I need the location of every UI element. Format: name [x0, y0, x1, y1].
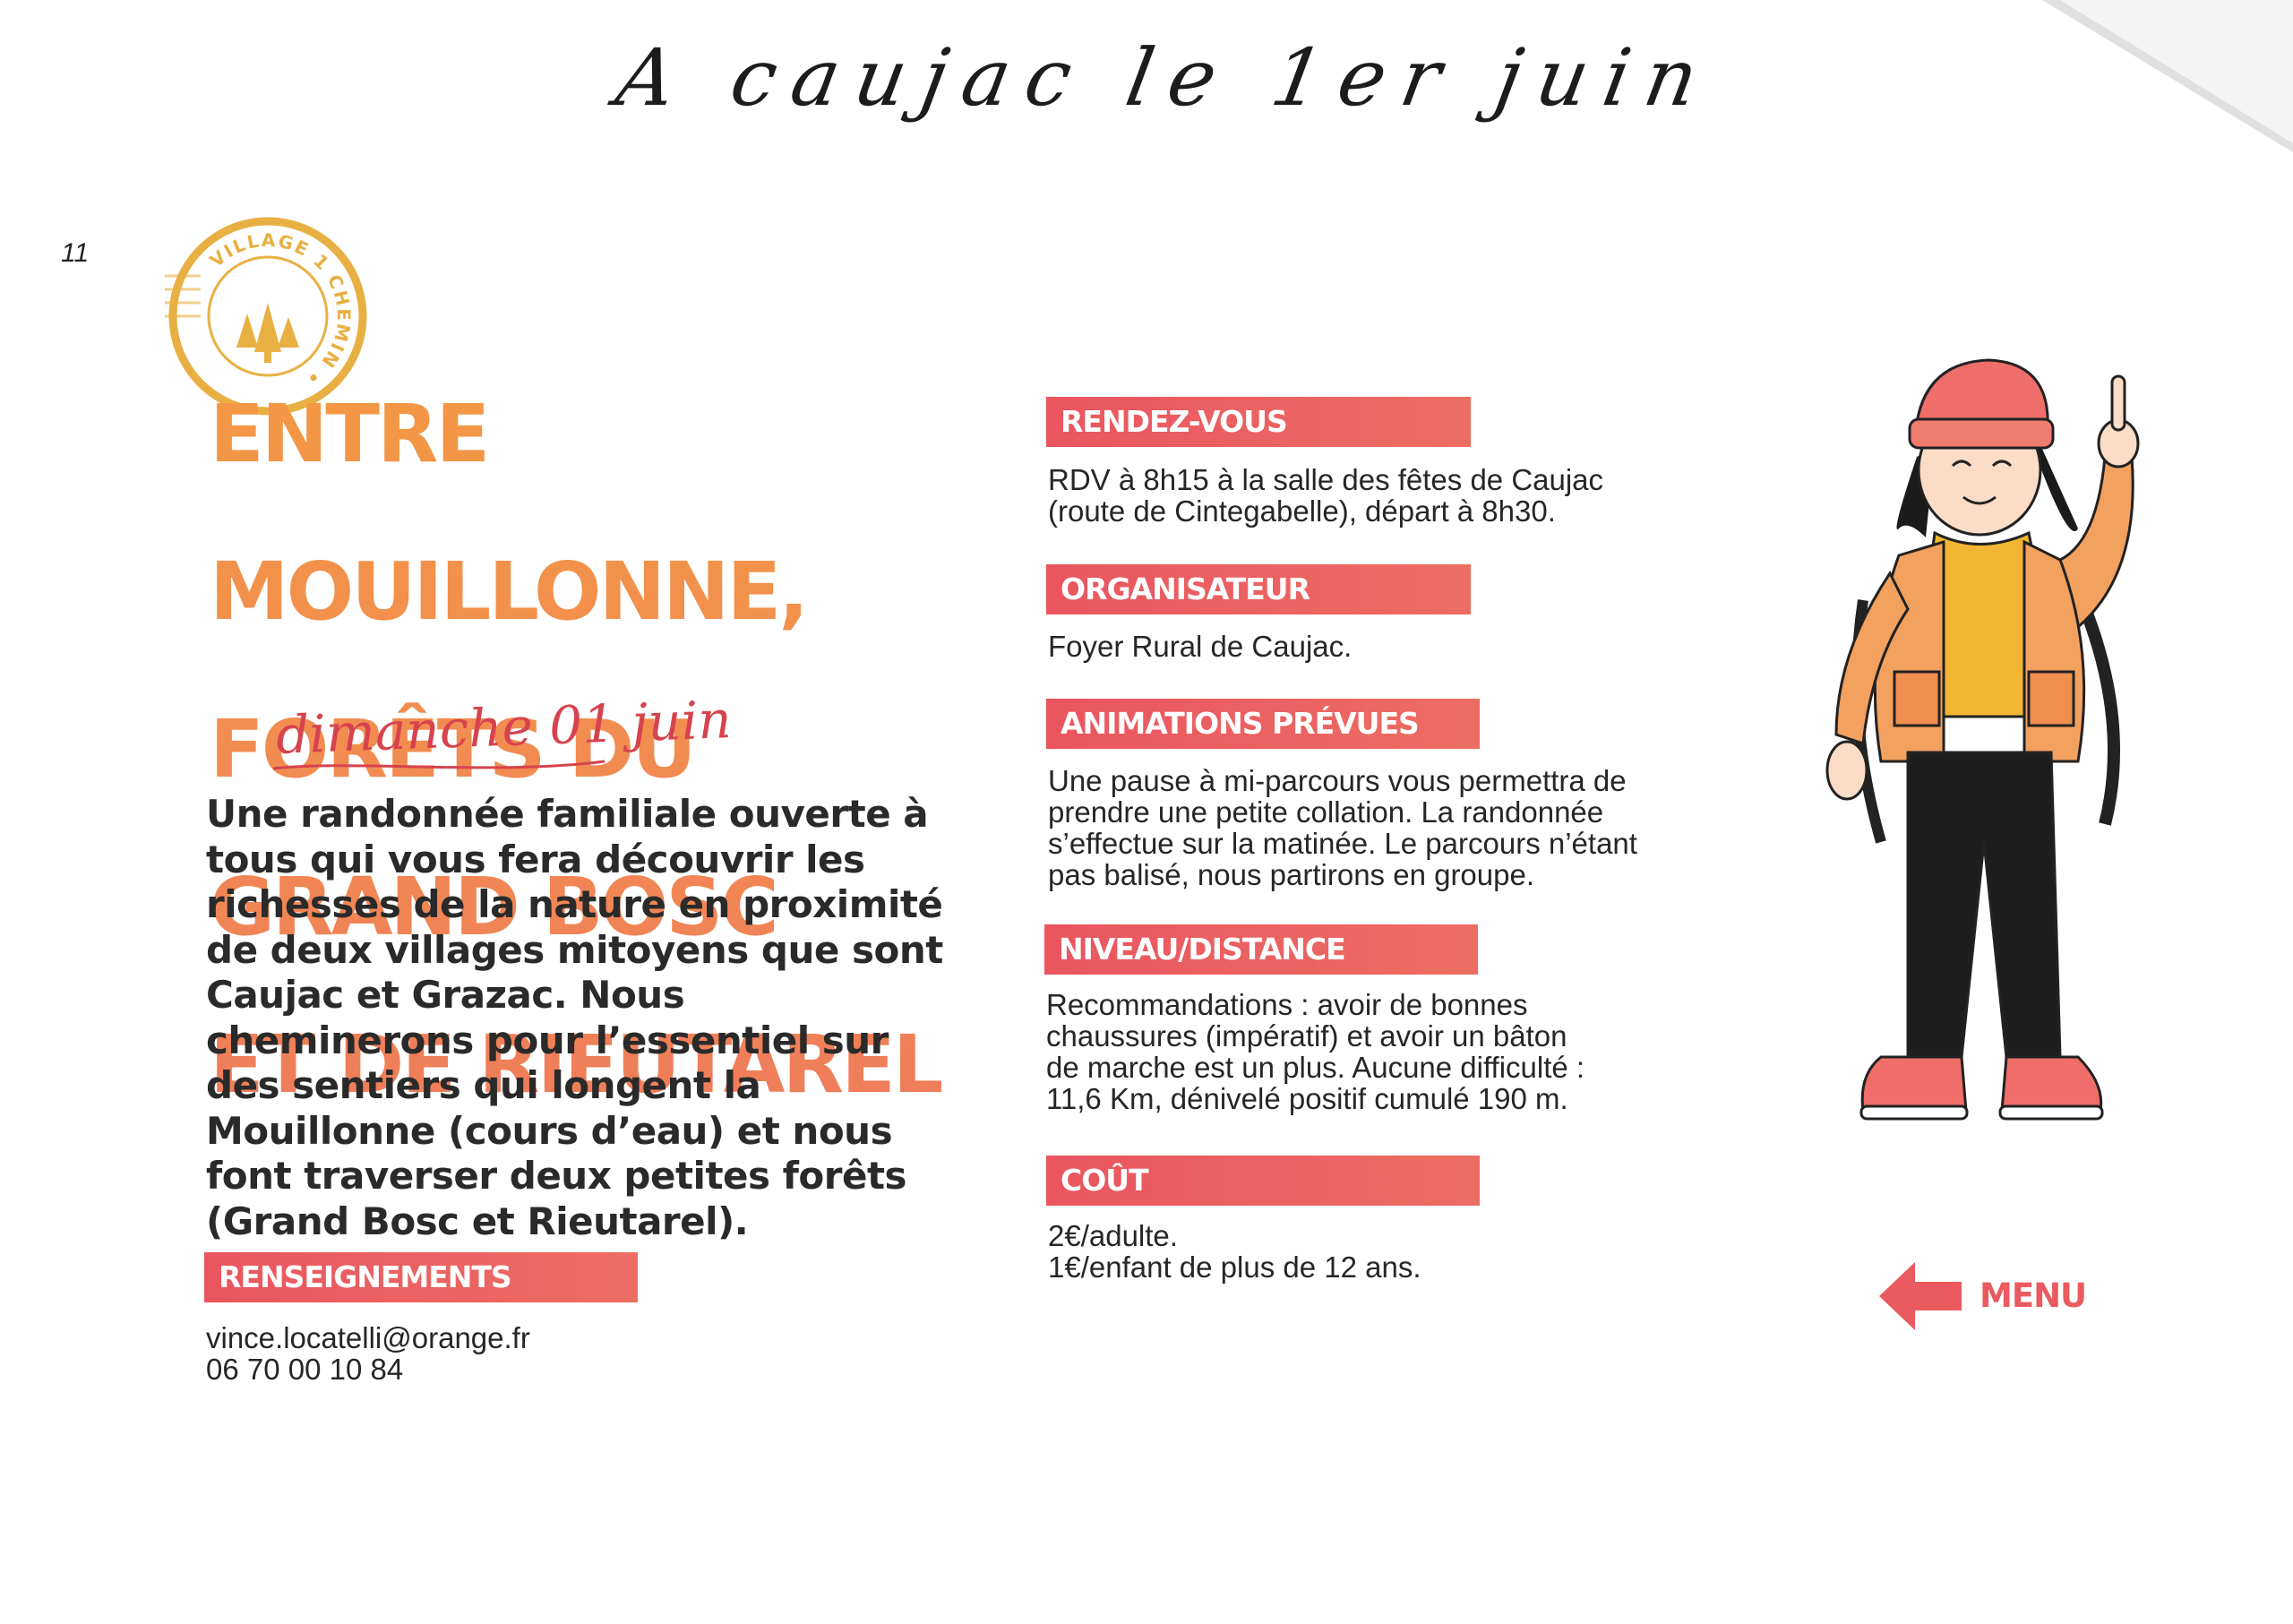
contact-email: vince.locatelli@orange.fr: [206, 1321, 530, 1354]
event-date: dimanche 01 juin: [274, 689, 733, 766]
cout-text: 2€/adulte. 1€/enfant de plus de 12 ans.: [1048, 1219, 1421, 1284]
event-description: Une randonnée familiale ouverte à tous qui vous fera découvrir les richesses de la nature en proximité de deux villages mitoyens que sont Caujac et Grazac. Nous cheminerons pour l’essentiel sur des sentiers qui longent la Mouillonne (cours d’eau) et nous font traverser deux petites forêts (Grand Bosc et Rieutarel).: [206, 792, 943, 1243]
title-line-1: ENTRE: [210, 387, 488, 480]
section-header-organisateur: ORGANISATEUR: [1046, 564, 1471, 614]
rendez-vous-text: RDV à 8h15 à la salle des fêtes de Caujac (route de Cintegabelle), départ à 8h30.: [1048, 463, 1604, 528]
hiker-illustration: [1809, 340, 2150, 1236]
section-header-cout: COÛT: [1046, 1156, 1480, 1206]
title-line-3: FORÊTS DU: [210, 702, 694, 795]
organisateur-text: Foyer Rural de Caujac.: [1048, 630, 1353, 663]
contact-phone: 06 70 00 10 84: [206, 1353, 404, 1386]
section-header-rendez-vous: RENDEZ-VOUS: [1046, 397, 1471, 447]
date-underline-stroke: [269, 752, 609, 779]
page-number: 11: [61, 238, 90, 268]
animations-text: Une pause à mi-parcours vous permettra de prendre une petite collation. La randonnée s’effectue sur la matinée. Le parcours n’étant pas balisé, nous partirons en groupe.: [1048, 764, 1637, 891]
svg-text:VILLAGE 1 CHEMIN •: VILLAGE 1 CH: [205, 228, 355, 310]
section-header-animations: ANIMATIONS PRÉVUES: [1046, 699, 1480, 749]
paper-corner-fold: [2024, 0, 2293, 152]
section-header-renseignements: RENSEIGNEMENTS: [204, 1252, 638, 1302]
section-header-niveau: NIVEAU/DISTANCE: [1044, 924, 1478, 975]
menu-label: MENU: [1980, 1276, 2087, 1315]
niveau-text: Recommandations : avoir de bonnes chaussures (impératif) et avoir un bâton de marche est un plus. Aucune difficulté : 11,6 Km, dénivelé positif cumulé 190 m.: [1046, 988, 1585, 1115]
title-line-4: GRAND BOSC: [210, 860, 777, 953]
handwritten-note: A caujac le 1er juin: [609, 31, 1722, 124]
arrow-left-icon: [1879, 1260, 1969, 1332]
title-line-5: ET DE RIEUTAREL: [210, 1018, 941, 1111]
title-line-2: MOUILLONNE,: [210, 545, 807, 638]
menu-button[interactable]: [1879, 1259, 2094, 1335]
